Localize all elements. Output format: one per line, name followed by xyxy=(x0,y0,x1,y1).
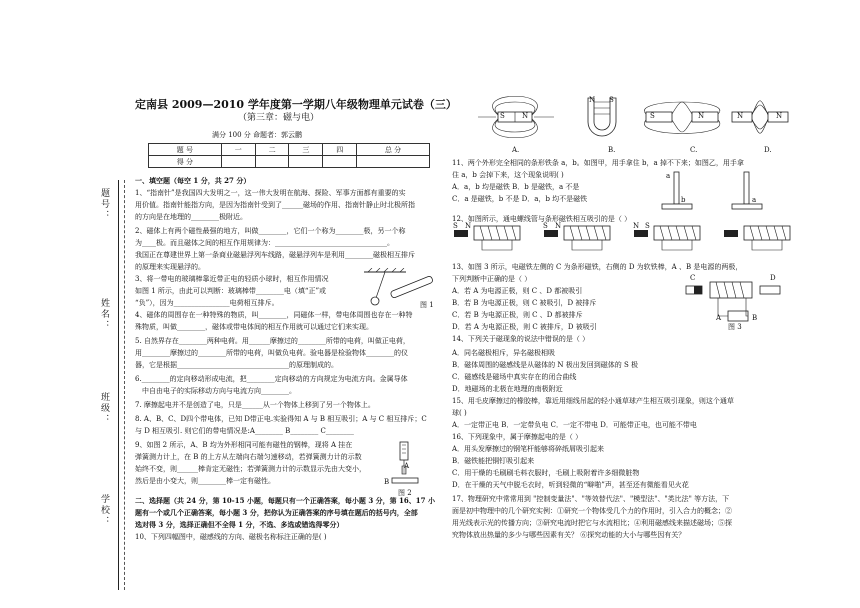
q10-figure-a xyxy=(478,96,554,138)
question-line: A．a，b 均是磁铁 B．b 是磁铁，a 不是 xyxy=(452,183,580,191)
score-cell: 二 xyxy=(255,144,289,156)
figure-2-letter-b: B xyxy=(384,478,390,486)
q12-option-d xyxy=(724,226,790,250)
q12-pole-label: N xyxy=(633,222,640,230)
score-cell: 四 xyxy=(323,144,357,156)
question-line: 6.________的定向移动形成电流，把________定向移动的方向规定为电流方向。金属导体 xyxy=(135,375,408,383)
figure-2-letter-a: A xyxy=(404,462,410,470)
section-heading: 选对得 3 分，选择正确但不全得 1 分，不选、多选或错选得零分） xyxy=(135,520,344,529)
q11-figure xyxy=(660,170,780,212)
question-line: B．若 B 为电源正极，则 C 被吸引，D 被排斥 xyxy=(452,299,597,307)
question-line: 10、下列四幅图中，磁感线的方向、磁极名称标注正确的是( ) xyxy=(135,533,327,541)
figure-3-letter-d: D xyxy=(770,274,776,282)
question-line: 用价值。指南针能指方向，是因为指南针受到了______磁场的作用、指南针静止时北极所指 xyxy=(135,201,415,209)
q10-option-d: D. xyxy=(764,146,772,154)
binding-label-exam-no: 题号： xyxy=(99,188,109,221)
question-line: 面是初中物理中的几个研究实例：①研究一个物体受几个力的作用时，引入合力的概念；② xyxy=(452,507,732,515)
question-line: 14、下列关于磁现象的说法中错误的是（ ） xyxy=(452,335,590,343)
question-line: C．若 B 为电源正极，则 C 、D 都被排斥 xyxy=(452,311,583,319)
binding-label-school: 学校： xyxy=(99,494,109,527)
question-line: B．磁铁能把铜钉吸引起来 xyxy=(452,457,535,465)
score-cell: 题 号 xyxy=(149,144,222,156)
question-line: 我国正在尊建世界上第一条商业磁悬浮列车线路，磁悬浮列车是利用________磁极相互排斥 xyxy=(135,251,415,259)
score-table-row xyxy=(149,144,430,156)
score-table-row xyxy=(149,156,430,168)
question-line: 始终不变，则______棒肯定无磁性；若弹簧测力计的示数显示先由大变小， xyxy=(135,465,366,473)
question-line: 15、用毛皮摩擦过的橡胶棒，靠近用细线吊起的轻小通草球产生相互吸引现象，则这个通草 xyxy=(452,397,734,405)
figure-3-letter-b: B xyxy=(752,314,758,322)
q12-pole-label: N xyxy=(465,222,472,230)
magnet-pole-label: S xyxy=(650,112,655,120)
question-line: 2、磁体上有两个磁性最强的地方，叫做________，它们一个称为________极，另一个称 xyxy=(135,227,406,235)
score-line: 满分 100 分 命题者：郭云鹏 xyxy=(212,131,303,139)
question-line: C．磁感线是磁场中真实存在的闭合曲线 xyxy=(452,373,577,381)
figure-3-caption: 图 3 xyxy=(728,323,742,331)
magnet-pole-label: S xyxy=(500,112,505,120)
question-line: 然后是由小变大，则________棒一定有磁性。 xyxy=(135,477,275,485)
question-line: 17、物理研究中常常用到 "控制变量法"、"等效替代法"、"模型法"、"类比法" 等方法，下 xyxy=(452,495,730,503)
figure-2-caption: 图 2 xyxy=(398,489,412,497)
question-line: 1、“指南针”是我国四大发明之一，这一伟大发明在航海、探险、军事方面都有重要的实 xyxy=(135,189,406,197)
question-line: 究物体放出热量的多少与哪些因素有关？ ⑥探究动能的大小与哪些因有关？ xyxy=(452,531,686,539)
question-line: C．用干燥的毛刷刷毛料衣服时，毛刷上吸附着许多细微脏物 xyxy=(452,469,640,477)
question-line: 球( ) xyxy=(452,409,467,417)
question-line: 11、两个外形完全相同的条形铁条 a，b。如图甲，用手拿住 b，a 掉不下来；如图乙，用手拿 xyxy=(452,159,744,167)
question-line: A．用头发摩擦过的钢笔杆能够将碎纸屑吸引起来 xyxy=(452,445,605,453)
question-line: C．a 是磁铁，b 不是 D．a，b 均不是磁铁 xyxy=(452,195,588,203)
magnet-pole-label: N xyxy=(589,96,596,104)
question-line: 弹簧测力计上，在 B 的上方从左端向右端匀速移动，若弹簧测力计的示数 xyxy=(135,453,362,461)
figure-3-letter-a: A xyxy=(716,314,722,322)
q12-option-a xyxy=(454,226,520,250)
page-title: 定南县 2009—2010 学年度第一学期八年级物理单元试卷（三） xyxy=(135,98,457,111)
q10-option-c: C. xyxy=(690,146,698,154)
question-line: 中自由电子的实际移动方向与电流方向________。 xyxy=(142,387,296,395)
figure-3-letter-c: C xyxy=(690,274,696,282)
magnet-pole-label: N xyxy=(522,112,529,120)
binding-dashed-line xyxy=(124,180,125,590)
magnet-pole-label: S xyxy=(609,96,614,104)
question-line: 用________摩擦过的________所带的电荷，叫做负电荷。验电器是检验物体________的仪 xyxy=(135,349,408,357)
score-input-cell[interactable] xyxy=(323,156,357,168)
question-line: 与 D 相互吸引. 则它们的带电情况是:A________ B________ C________ xyxy=(135,427,354,435)
magnet-pole-label: N xyxy=(737,112,744,120)
score-input-cell[interactable] xyxy=(289,156,323,168)
question-line: D．若 A 为电源正极，则 C 被排斥，D 被吸引 xyxy=(452,323,597,331)
question-line: D．地磁场的北极在地理的南极附近 xyxy=(452,385,563,393)
question-line: 7. 摩擦起电并不是创造了电，只是______从一个物体上移到了另一个物体上。 xyxy=(135,401,375,409)
question-line: 3、将一带电的玻璃棒靠近带正电的轻质小球时，相互作用情况 xyxy=(135,275,329,283)
question-line: 12、如图所示，通电螺线管与条形磁铁相互吸引的是（ ） xyxy=(452,215,632,223)
q10-figure-c xyxy=(644,102,720,134)
question-line: “负”），因为________________电荷相互排斥。 xyxy=(135,299,279,307)
score-input-cell[interactable] xyxy=(357,156,430,168)
question-line: A．一定带正电 B．一定带负电 C．一定不带电 D．可能带正电，也可能不带电 xyxy=(452,421,697,429)
question-line: 13、如图 3 所示，电磁铁左侧的 C 为条形磁铁，右侧的 D 为软铁棒，A 、B 是电源的两极， xyxy=(452,263,743,271)
magnet-pole-label: N xyxy=(776,112,783,120)
q12-option-c xyxy=(634,226,700,250)
score-cell: 总 分 xyxy=(357,144,430,156)
q12-pole-label: N xyxy=(555,222,562,230)
score-cell: 三 xyxy=(289,144,323,156)
question-line: 如图 1 所示，由此可以判断：玻璃棒带________电（填“正”或 xyxy=(135,287,327,295)
page-subtitle: （第三章：磁与电） xyxy=(238,113,320,123)
q12-figures xyxy=(452,224,812,254)
question-line: 的方向是在地理的________极附近。 xyxy=(135,213,247,221)
q11-label: a xyxy=(666,172,671,180)
q11-label: a xyxy=(752,196,757,204)
question-line: 9、如图 2 所示，A、B 均为外形相同可能有磁性的钢棒，现将 A 挂在 xyxy=(135,441,353,449)
q12-pole-label: S xyxy=(453,222,458,230)
question-line: 4、磁体的周围存在一种特殊的物质，叫________，同磁体一样，带电体周围也存在一种特 xyxy=(135,311,413,319)
figure-1-caption: 图 1 xyxy=(420,301,434,309)
score-cell: 一 xyxy=(221,144,255,156)
section-heading: 题有一个或几个正确答案，每小题 3 分，把你认为正确答案的序号填在题后的括号内，全部 xyxy=(135,508,418,517)
q11-label: b xyxy=(681,196,686,204)
score-cell: 得 分 xyxy=(149,156,222,168)
q12-option-b xyxy=(544,226,610,250)
section-heading: 一、填空题（每空 1 分，共 27 分） xyxy=(135,176,251,185)
question-line: D．在干燥的天气中脱毛衣时，听到轻微的“噼啪”声，甚至还有微能看见火花 xyxy=(452,481,689,489)
question-line: 下列判断中正确的是（ ） xyxy=(452,275,532,283)
score-input-cell[interactable] xyxy=(255,156,289,168)
binding-label-name: 姓名： xyxy=(99,298,109,331)
question-line: 8. A、B、C、D四个带电体，已知 D带正电.实验得知 A 与 B 相互吸引；A 与 C 相互排斥；C xyxy=(135,415,427,423)
question-line: A．若 A 为电源正极，则 C 、D 都被吸引 xyxy=(452,287,583,295)
figure-3-diagram xyxy=(684,276,784,328)
q10-option-a: A. xyxy=(512,146,520,154)
question-line: 器，它是根据________________________________的原理制成的。 xyxy=(135,361,338,369)
q12-pole-label: S xyxy=(543,222,548,230)
q12-pole-label: S xyxy=(645,222,650,230)
question-line: A．同名磁极相斥，异名磁极相吸 xyxy=(452,349,556,357)
score-table xyxy=(148,143,430,168)
section-heading: 二、选择题（共 24 分，第 10-15 小题，每题只有一个正确答案，每小题 3 分，第 16、17 小 xyxy=(135,496,435,505)
binding-label-class: 班级： xyxy=(99,392,109,425)
binding-line xyxy=(118,180,119,590)
score-input-cell[interactable] xyxy=(221,156,255,168)
q10-option-b: B. xyxy=(608,146,616,154)
question-line: 的原理来实现悬浮的。 xyxy=(135,263,205,271)
question-line: 用光线表示光的传播方向；③研究电流时把它与水流相比；④利用磁感线来描述磁场；⑤探 xyxy=(452,519,732,527)
question-line: 为____极。而且磁体之间的相互作用规律为：________________________________。 xyxy=(135,239,394,247)
magnet-pole-label: N xyxy=(698,112,705,120)
question-line: 5. 自然界存在________两种电荷。用______摩擦过的________所带的电荷，叫做正电荷， xyxy=(135,337,410,345)
question-line: 殊物质，叫做________，磁体或带电体间的相互作用就可以通过它们来实现。 xyxy=(135,323,373,331)
question-line: B．磁体周围的磁感线是从磁体的 N 极出发回到磁体的 S 极 xyxy=(452,361,638,369)
question-line: 住 a，b 会掉下来，这个现象说明( ) xyxy=(452,171,564,179)
question-line: 16、下列现象中，属于摩擦起电的是（ ） xyxy=(452,433,583,441)
